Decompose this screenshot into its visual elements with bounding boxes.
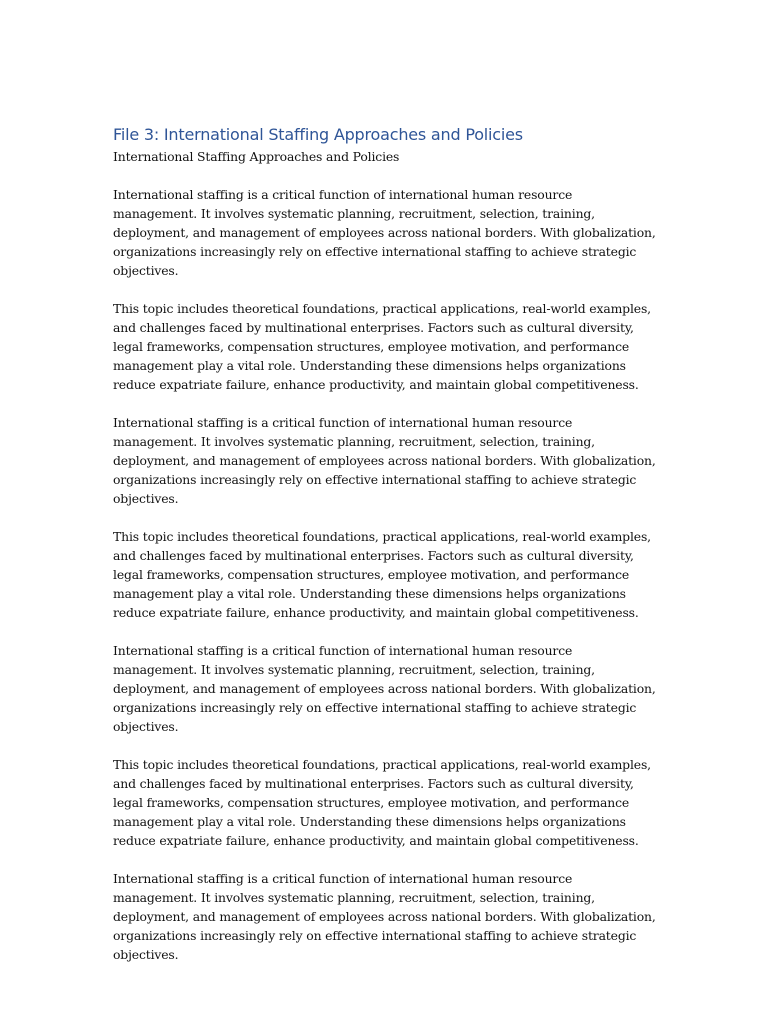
body-paragraph: This topic includes theoretical foundations, practical applications, real-world examples, and challenges faced by multinational enterprises. Factors such as cultural diversity, legal frameworks, compensation structures, employee motivation, and performance management play a vital role. Understanding these dimensions helps organizations reduce expatriate failure, enhance productivity, and maintain global competitiveness. [113,301,651,392]
document-page [113,124,658,964]
body-paragraph: This topic includes theoretical foundations, practical applications, real-world examples, and challenges faced by multinational enterprises. Factors such as cultural diversity, legal frameworks, compensation structures, employee motivation, and performance management play a vital role. Understanding these dimensions helps organizations reduce expatriate failure, enhance productivity, and maintain global competitiveness. [113,529,651,620]
body-paragraph: International staffing is a critical function of international human resource management. It involves systematic planning, recruitment, selection, training, deployment, and management of employees across national borders. With globalization, organizations increasingly rely on effective international staffing to achieve strategic objectives. [113,187,656,278]
body-paragraph: International staffing is a critical function of international human resource management. It involves systematic planning, recruitment, selection, training, deployment, and management of employees across national borders. With globalization, organizations increasingly rely on effective international staffing to achieve strategic objectives. [113,643,656,734]
document-title: File 3: International Staffing Approaches and Policies [113,125,523,144]
body-paragraph: International staffing is a critical function of international human resource management. It involves systematic planning, recruitment, selection, training, deployment, and management of employees across national borders. With globalization, organizations increasingly rely on effective international staffing to achieve strategic objectives. [113,415,656,506]
body-paragraph: This topic includes theoretical foundations, practical applications, real-world examples, and challenges faced by multinational enterprises. Factors such as cultural diversity, legal frameworks, compensation structures, employee motivation, and performance management play a vital role. Understanding these dimensions helps organizations reduce expatriate failure, enhance productivity, and maintain global competitiveness. [113,757,651,848]
body-paragraph: International staffing is a critical function of international human resource management. It involves systematic planning, recruitment, selection, training, deployment, and management of employees across national borders. With globalization, organizations increasingly rely on effective international staffing to achieve strategic objectives. [113,871,656,962]
document-subtitle: International Staffing Approaches and Policies [113,149,400,164]
